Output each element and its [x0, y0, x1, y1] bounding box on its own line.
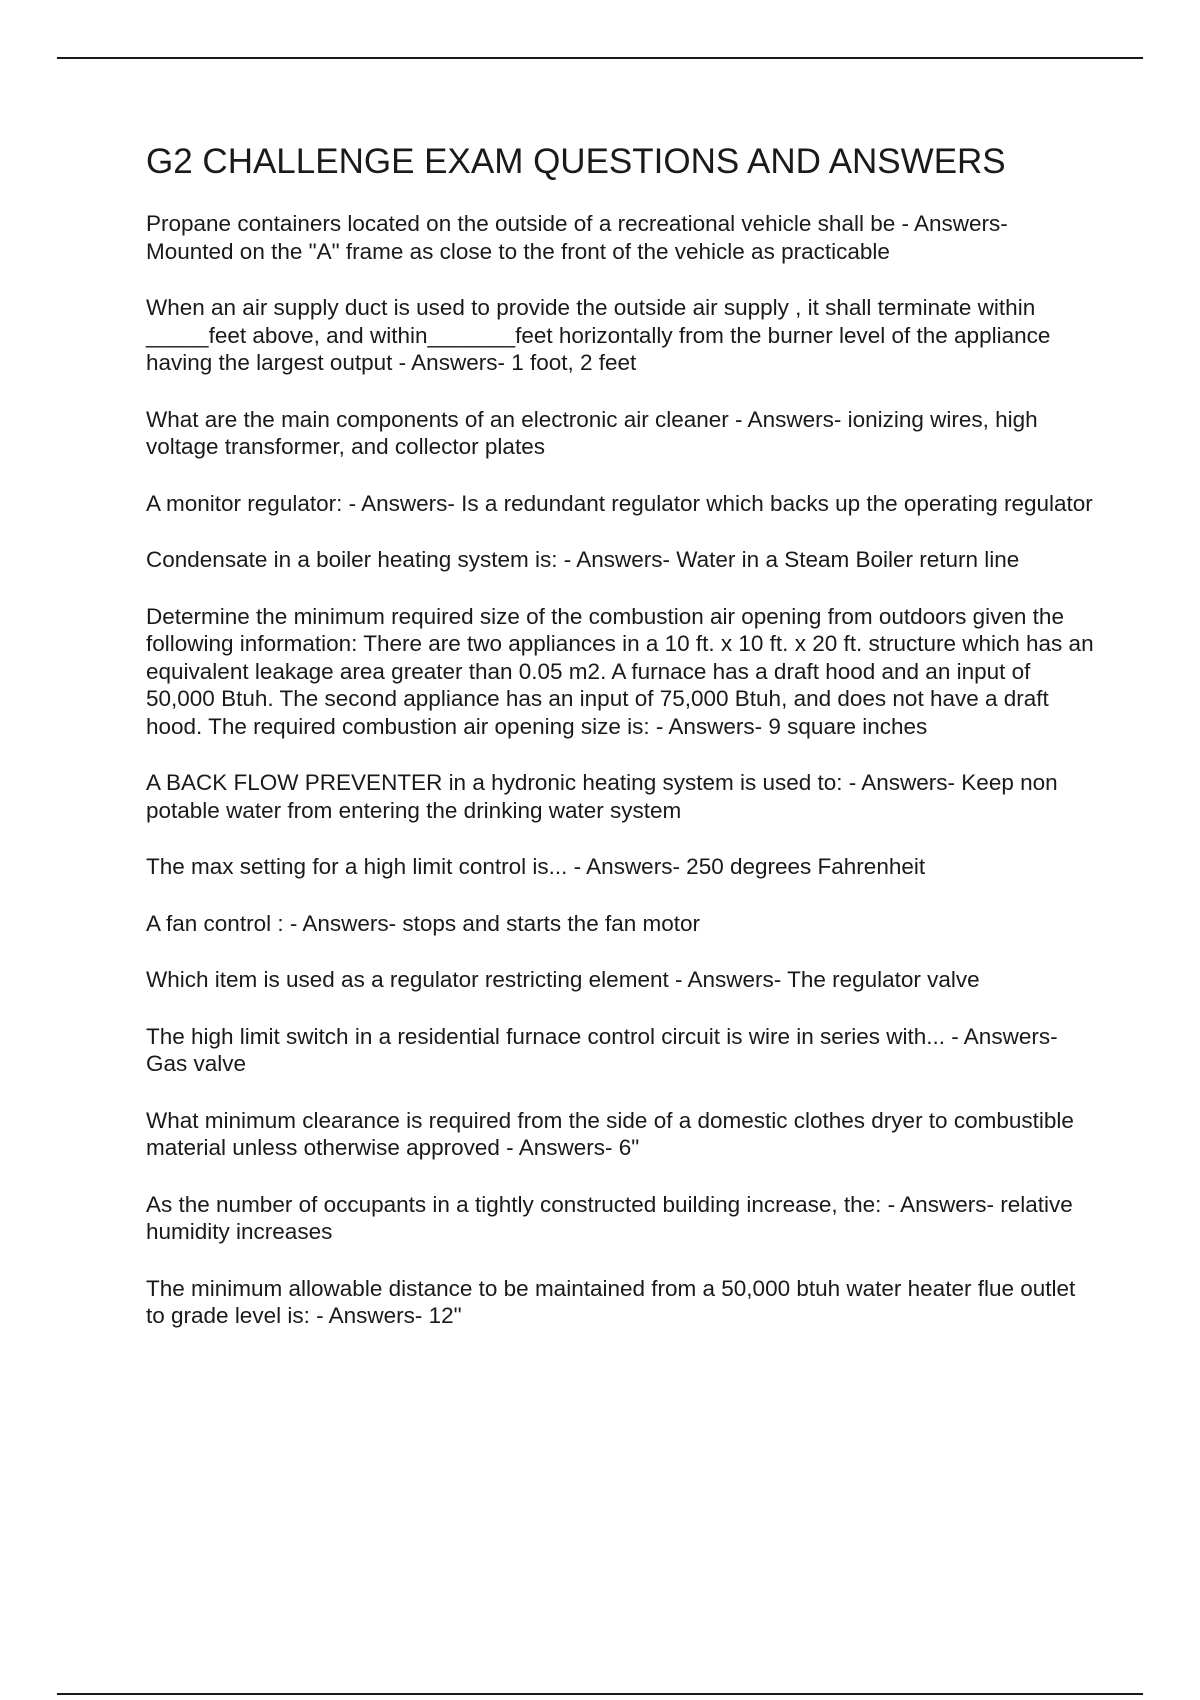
qa-item: The max setting for a high limit control is... - Answers- 250 degrees Fahrenheit: [146, 854, 926, 879]
document-title: G2 CHALLENGE EXAM QUESTIONS AND ANSWERS: [146, 142, 1006, 181]
document-body: [146, 140, 1096, 1359]
top-divider: [57, 57, 1143, 59]
qa-item: Which item is used as a regulator restricting element - Answers- The regulator valve: [146, 967, 980, 992]
qa-item: The minimum allowable distance to be maintained from a 50,000 btuh water heater flue outlet to grade level is: - Answers- 12": [146, 1275, 1076, 1328]
qa-item: A fan control : - Answers- stops and starts the fan motor: [146, 910, 701, 936]
bottom-divider: [57, 1693, 1143, 1695]
qa-item: As the number of occupants in a tightly constructed building increase, the: - Answers- relative humidity increases: [146, 1191, 1073, 1244]
qa-item: Determine the minimum required size of the combustion air opening from outdoors given the following information: There are two appliances in a 10 ft. x 10 ft. x 20 ft. structure which has an equivalent leakage area greater than 0.05 m2. A furnace has a draft hood and an input of 50,000 Btuh. The second appliance has an input of 75,000 Btuh, and does not have a draft hood. The required combustion air opening size is: - Answers- 9 square inches: [146, 603, 1094, 739]
qa-item: When an air supply duct is used to provide the outside air supply , it shall terminate within _____feet above, and within_______feet horizontally from the burner level of the appliance having the largest output - Answers- 1 foot, 2 feet: [146, 295, 1051, 375]
qa-item: What minimum clearance is required from the side of a domestic clothes dryer to combustible material unless otherwise approved - Answers- 6": [146, 1107, 1074, 1160]
qa-item: Propane containers located on the outside of a recreational vehicle shall be - Answers- Mounted on the "A" frame as close to the front of the vehicle as practicable: [146, 211, 1008, 264]
qa-item: What are the main components of an electronic air cleaner - Answers- ionizing wires, high voltage transformer, and collector plates: [146, 406, 1038, 459]
qa-item: The high limit switch in a residential furnace control circuit is wire in series with... - Answers- Gas valve: [146, 1023, 1058, 1076]
qa-item: A BACK FLOW PREVENTER in a hydronic heating system is used to: - Answers- Keep non potable water from entering the drinking water system: [146, 770, 1058, 823]
qa-item: Condensate in a boiler heating system is: - Answers- Water in a Steam Boiler return line: [146, 547, 1020, 572]
qa-list: [146, 210, 1096, 1330]
qa-item: A monitor regulator: - Answers- Is a redundant regulator which backs up the operating regulator: [146, 490, 1093, 516]
